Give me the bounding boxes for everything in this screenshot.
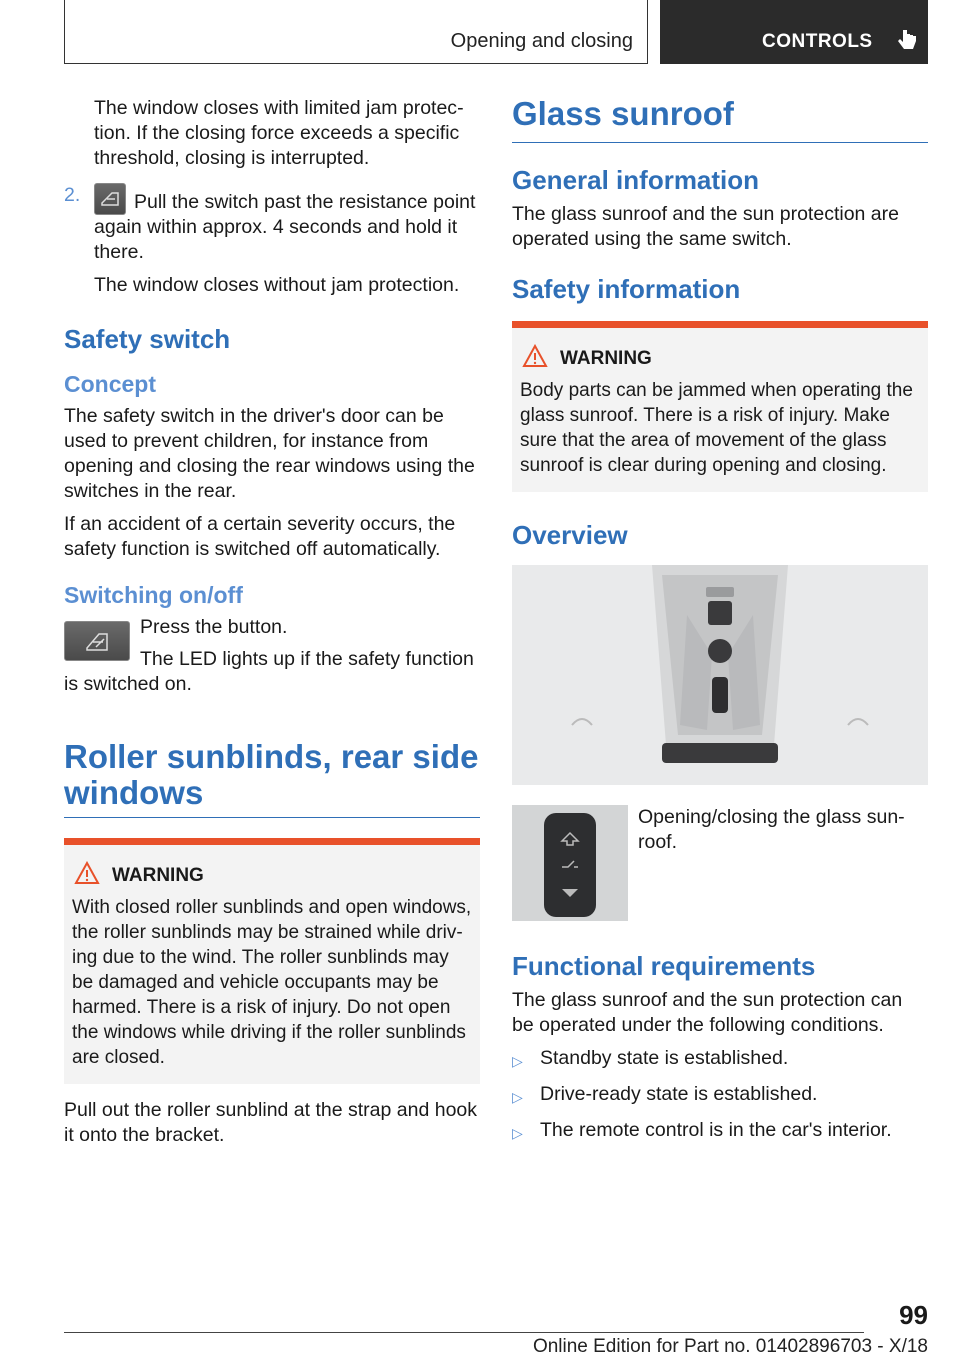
concept-text-2: If an accident of a certain severity occurs, the safety function is switched off automatically. — [64, 513, 456, 560]
sunroof-warning-box — [512, 321, 928, 492]
opening-closing-text: Opening/closing the glass sunroof. — [638, 806, 905, 853]
warning-triangle-icon — [522, 344, 548, 368]
glass-sunroof-heading: Glass sunroof — [512, 96, 928, 143]
triangle-bullet-icon: ▷ — [512, 1125, 523, 1141]
step-number: 2. — [64, 184, 81, 206]
list-item: ▷ Standby state is established. — [512, 1046, 928, 1074]
header-section-box — [64, 0, 648, 64]
roller-warning-box — [64, 838, 480, 1084]
concept-heading: Concept — [64, 371, 156, 397]
concept-text-1: The safety switch in the driver's door can be used to prevent children, for instance from opening and closing the rear windows using the switches in the rear. — [64, 405, 475, 502]
header-controls-box — [660, 0, 928, 64]
sunroof-switch-image — [512, 805, 628, 921]
pointing-hand-icon — [896, 28, 918, 54]
page-header — [64, 0, 928, 66]
header-controls-label: CONTROLS — [762, 31, 873, 52]
switching-heading: Switching on/off — [64, 582, 243, 608]
step-2 — [64, 183, 480, 265]
pull-out-text: Pull out the roller sunblind at the strap and hook it onto the bracket. — [64, 1099, 478, 1146]
functional-requirements-heading: Functional requirements — [512, 951, 816, 981]
list-item: ▷ Drive-ready state is established. — [512, 1082, 928, 1110]
list-item: ▷ The remote control is in the car's interior. — [512, 1118, 928, 1146]
roller-sunblinds-heading: Roller sunblinds, rear side windows — [64, 739, 480, 818]
jam-protection-text: The window closes with limited jam protection. If the closing force exceeds a specific threshold, closing is interrupted. — [94, 97, 464, 169]
sunroof-warning-text: Body parts can be jammed when operating the glass sunroof. There is a risk of injury. Make sure that the area of movement of the glass sunroof is clear during opening and closing. — [520, 380, 913, 476]
general-info-heading: General information — [512, 165, 760, 195]
warning-label: WARNING — [112, 865, 204, 886]
roller-warning-text: With closed roller sunblinds and open windows, the roller sunblinds may be strained while driving due to the wind. The roller sunblinds may be damaged and vehicle occupants may be harmed. There is a risk of injury. Do not open the windows while driving if the roller sunblinds are closed. — [72, 897, 472, 1068]
general-info-text: The glass sunroof and the sun protection are operated using the same switch. — [512, 203, 899, 250]
footer-edition: Online Edition for Part no. 01402896703 - X/18 — [532, 1336, 928, 1357]
switching-block — [64, 615, 480, 665]
overview-heading: Overview — [512, 520, 628, 550]
window-switch-icon — [94, 183, 126, 215]
safety-info-heading: Safety information — [512, 274, 741, 304]
no-jam-text: The window closes without jam protection. — [94, 274, 460, 296]
safety-switch-heading: Safety switch — [64, 324, 231, 354]
overhead-console-image — [512, 565, 928, 785]
press-button-text: Press the button. — [140, 616, 288, 638]
step-2-text: Pull the switch past the resistance point again within approx. 4 seconds and hold it there. — [94, 191, 476, 263]
header-section-title: Opening and closing — [450, 30, 633, 52]
footer-divider — [64, 1332, 864, 1333]
sunroof-switch-block — [512, 805, 928, 923]
warning-label: WARNING — [560, 348, 652, 369]
triangle-bullet-icon: ▷ — [512, 1053, 523, 1069]
warning-triangle-icon — [74, 861, 100, 885]
functional-requirements-text: The glass sunroof and the sun protection can be operated under the following conditions. — [512, 989, 903, 1036]
page-number: 99 — [899, 1300, 928, 1330]
left-column — [64, 96, 480, 1156]
right-column — [512, 96, 928, 1154]
led-text: The LED lights up if the safety function is switched on. — [64, 648, 474, 695]
safety-switch-icon — [64, 621, 130, 661]
triangle-bullet-icon: ▷ — [512, 1089, 523, 1105]
